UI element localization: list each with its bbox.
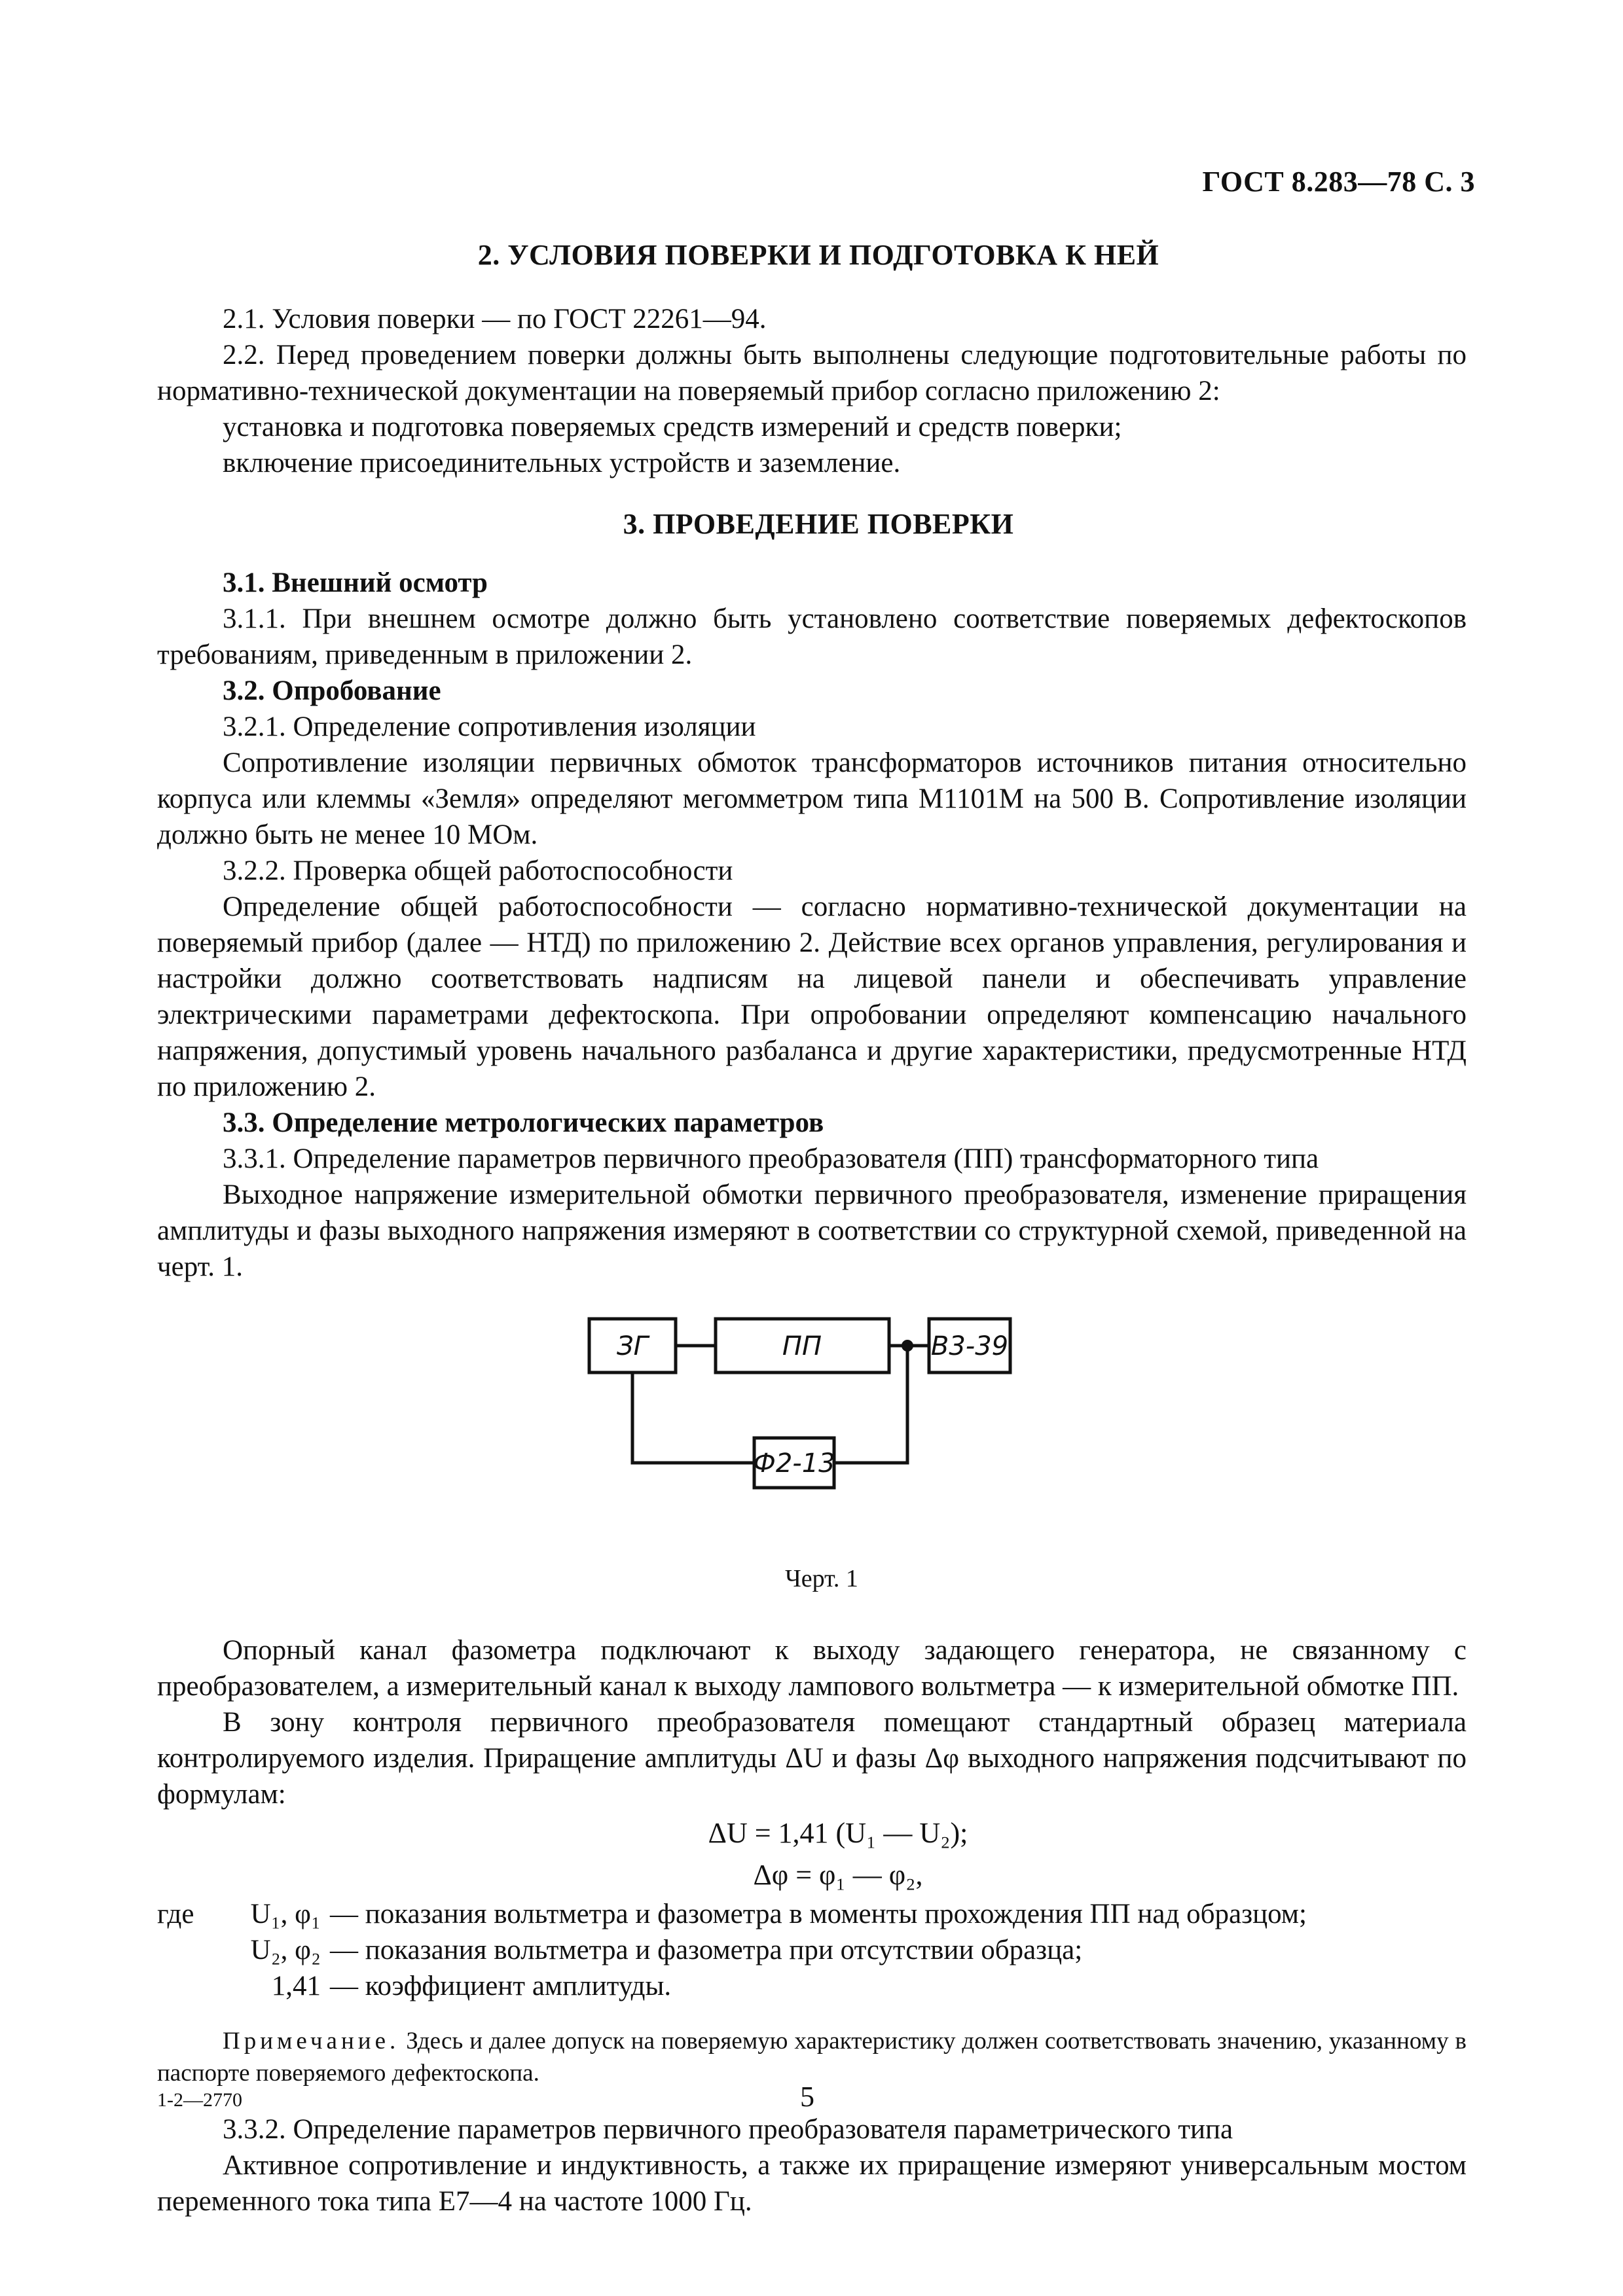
section-2-title: 2. УСЛОВИЯ ПОВЕРКИ И ПОДГОТОВКА К НЕЙ xyxy=(477,239,1159,271)
paragraph-3-3-1-title: 3.3.1. Определение параметров первичного преобразователя (ПП) трансформаторного типа xyxy=(223,1143,1319,1174)
generator-label: ЗГ xyxy=(617,1331,648,1361)
paragraph-3-2-1-text: Сопротивление изоляции первичных обмоток трансформаторов источников питания относительно корпуса или клеммы «Земля» определяют мегомметром типа М1101М на 500 В. Сопротивление изоляции должно быть не менее 10 МОм. xyxy=(157,747,1467,850)
legend-row-2 xyxy=(157,1932,1467,1968)
legend-text: — коэффициент амплитуды. xyxy=(330,1971,672,2001)
legend-lead: где xyxy=(157,1899,194,1929)
legend-symbol: U₂, φ₂ xyxy=(250,1935,321,1965)
section-3-title: 3. ПРОВЕДЕНИЕ ПОВЕРКИ xyxy=(623,508,1014,540)
formula-phase: Δφ = φ₁ — φ₂, xyxy=(753,1859,923,1891)
figure-caption: Черт. 1 xyxy=(785,1565,858,1592)
junction-node xyxy=(902,1340,913,1352)
subsection-3-1-title: 3.1. Внешний осмотр xyxy=(223,567,488,598)
paragraph-3-2-2-text: Определение общей работоспособности — согласно нормативно-технической документации на поверяемый прибор (далее — НТД) по приложению 2. Действие всех органов управления, регулирования и настройки должно соответствовать надписям на лицевой панели и обеспечивать управление электрическими параметрами дефектоскопа. При опробовании определяют компенсацию начального напряжения, допустимый уровень начального разбаланса и другие характеристики, предусмотренные НТД по приложению 2. xyxy=(157,891,1467,1102)
block-diagram-svg xyxy=(157,1294,1467,1556)
legend-text: — показания вольтметра и фазометра в моменты прохождения ПП над образцом; xyxy=(330,1899,1307,1929)
legend-row-1 xyxy=(157,1896,1467,1932)
formula-amplitude: ΔU = 1,41 (U₁ — U₂); xyxy=(708,1817,968,1849)
page-header: ГОСТ 8.283—78 С. 3 xyxy=(1202,166,1475,198)
paragraph-3-3-2-text: Активное сопротивление и индуктивность, а также их приращение измеряют универсальным мостом переменного тока типа Е7—4 на частоте 1000 Гц. xyxy=(157,2150,1467,2217)
wire-node-to-phasemeter xyxy=(834,1346,907,1463)
note-label: Примечание. xyxy=(223,2028,400,2054)
voltmeter-label: В3-39 xyxy=(930,1331,1009,1361)
subsection-3-3-title: 3.3. Определение метрологических параметров xyxy=(223,1107,824,1138)
paragraph-2-1: 2.1. Условия поверки — по ГОСТ 22261—94. xyxy=(223,304,767,334)
paragraph-reference-channel: Опорный канал фазометра подключают к выходу задающего генератора, не связанному с преобразователем, а измерительный канал к выходу лампового вольтметра — к измерительной обмотке ПП. xyxy=(157,1635,1467,1702)
legend-text: — показания вольтметра и фазометра при отсутствии образца; xyxy=(330,1935,1083,1965)
legend-symbol: 1,41 xyxy=(271,1971,321,2001)
legend-row-3 xyxy=(157,1968,1467,2004)
paragraph-2-2-item-2: включение присоединительных устройств и заземление. xyxy=(223,448,901,478)
paragraph-2-2: 2.2. Перед проведением поверки должны быть выполнены следующие подготовительные работы по нормативно-технической документации на поверяемый прибор согласно приложению 2: xyxy=(157,340,1467,406)
paragraph-3-3-2-title: 3.3.2. Определение параметров первичного преобразователя параметрического типа xyxy=(223,2114,1233,2145)
paragraph-control-zone: В зону контроля первичного преобразователя помещают стандартный образец материала контролируемого изделия. Приращение амплитуды ΔU и фазы Δφ выходного напряжения подсчитывают по формулам: xyxy=(157,1707,1467,1810)
paragraph-3-2-2-title: 3.2.2. Проверка общей работоспособности xyxy=(223,855,733,886)
main-content xyxy=(157,236,1467,2219)
footer-print-code: 1-2—2770 xyxy=(157,2089,242,2111)
paragraph-2-2-item-1: установка и подготовка поверяемых средств измерений и средств поверки; xyxy=(223,412,1122,442)
paragraph-3-1-1: 3.1.1. При внешнем осмотре должно быть установлено соответствие поверяемых дефектоскопов требованиям, приведенным в приложении 2. xyxy=(157,603,1467,670)
paragraph-3-3-1-text: Выходное напряжение измерительной обмотки первичного преобразователя, изменение приращения амплитуды и фазы выходного напряжения измеряют в соответствии со структурной схемой, приведенной на черт. 1. xyxy=(157,1179,1467,1282)
phasemeter-label: Ф2-13 xyxy=(753,1448,835,1479)
note-text: Здесь и далее допуск на поверяемую характеристику должен соответствовать значению, указанному в паспорте поверяемого дефектоскопа. xyxy=(157,2028,1467,2087)
wire-gen-to-phasemeter xyxy=(632,1372,754,1463)
legend-symbol: U₁, φ₁ xyxy=(250,1899,321,1929)
block-diagram xyxy=(157,1294,1467,1556)
primary-transducer-label: ПП xyxy=(782,1331,822,1361)
footer-page-number: 5 xyxy=(800,2081,814,2113)
subsection-3-2-title: 3.2. Опробование xyxy=(223,675,441,706)
paragraph-3-2-1-title: 3.2.1. Определение сопротивления изоляции xyxy=(223,711,756,742)
